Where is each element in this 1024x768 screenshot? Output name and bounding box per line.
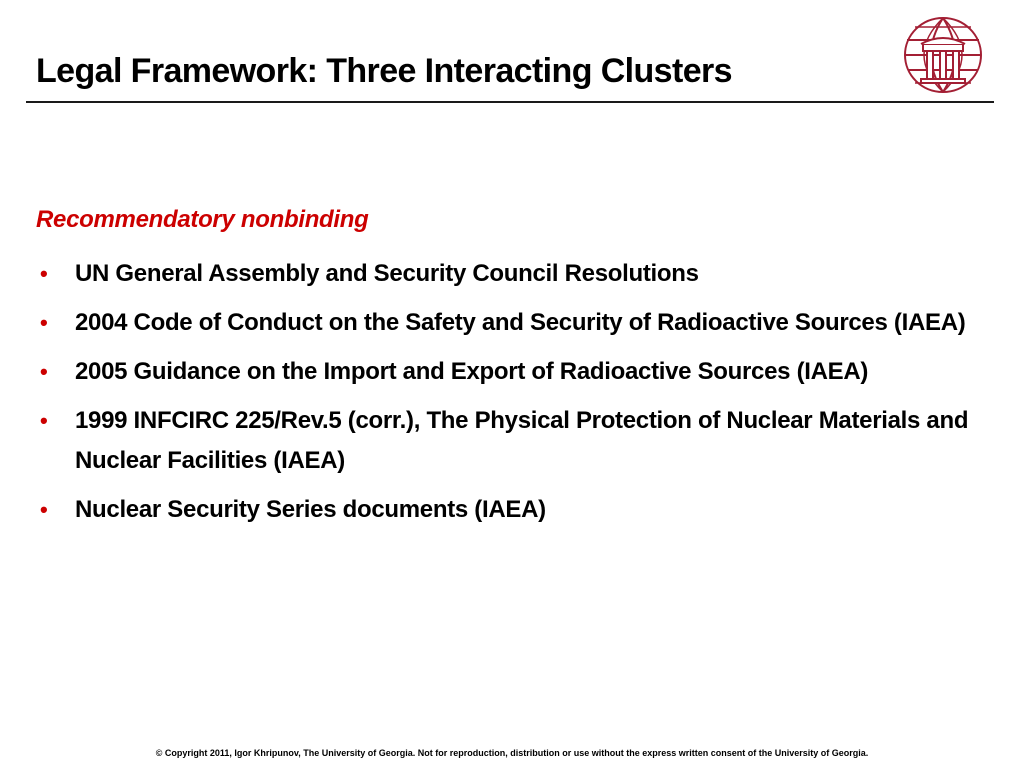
bullet-marker: •: [40, 497, 48, 522]
bullet-item: [36, 352, 996, 392]
section-subheading: Recommendatory nonbinding: [36, 206, 369, 233]
bullet-list: [36, 254, 996, 539]
bullet-item: [36, 254, 996, 294]
slide-title: Legal Framework: Three Interacting Clusters: [36, 52, 732, 90]
bullet-marker: •: [40, 310, 48, 335]
bullet-text: 2004 Code of Conduct on the Safety and Security of Radioactive Sources (IAEA): [75, 309, 966, 336]
copyright-footer: © Copyright 2011, Igor Khripunov, The University of Georgia. Not for reproduction, distribution or use without the express written consent of the University of Georgia.: [155, 748, 869, 758]
bullet-marker: •: [40, 408, 48, 433]
title-divider: [26, 101, 994, 103]
bullet-text: Nuclear Security Series documents (IAEA): [75, 496, 546, 523]
bullet-marker: •: [40, 359, 48, 384]
bullet-marker: •: [40, 261, 48, 286]
university-logo-icon: [901, 14, 985, 96]
bullet-item: [36, 490, 996, 530]
bullet-item: [36, 303, 996, 343]
bullet-text: 1999 INFCIRC 225/Rev.5 (corr.), The Physical Protection of Nuclear Materials and Nuclear Facilities (IAEA): [75, 407, 969, 474]
bullet-item: [36, 401, 996, 481]
bullet-text: 2005 Guidance on the Import and Export of Radioactive Sources (IAEA): [75, 358, 869, 385]
bullet-text: UN General Assembly and Security Council Resolutions: [75, 260, 699, 287]
